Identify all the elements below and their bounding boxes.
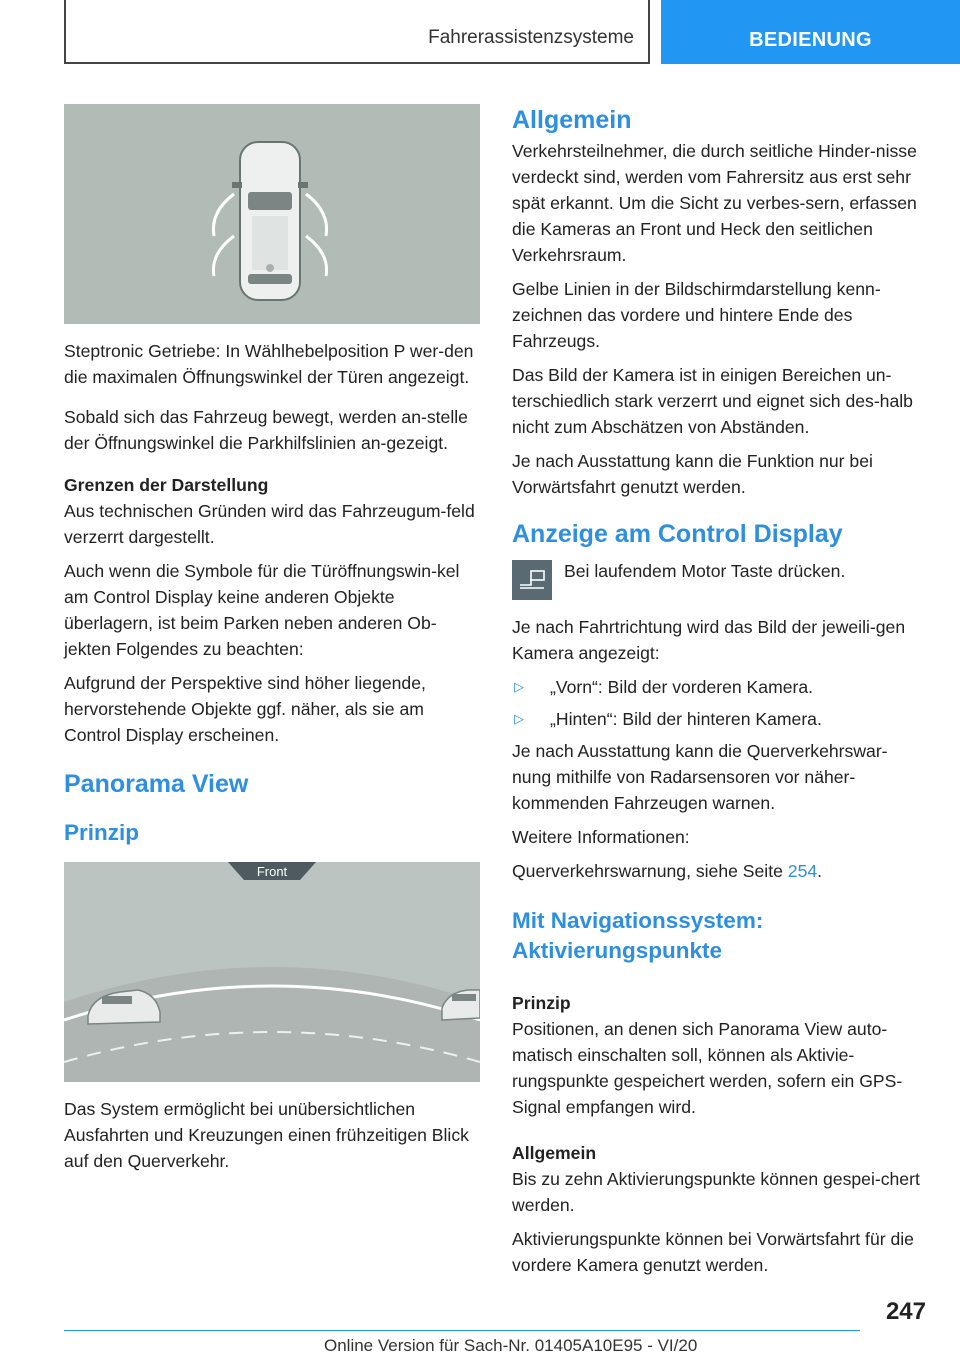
header-chapter-title: BEDIENUNG <box>749 29 872 51</box>
bullet-rear: „Hinten“: Bild der hinteren Kamera. <box>550 709 822 729</box>
perspective-text: Aufgrund der Perspektive sind höher liegende, hervorstehende Objekte ggf. näher, als sie am Control Display erscheinen. <box>64 673 426 745</box>
bullet-front: „Vorn“: Bild der vorderen Kamera. <box>550 677 814 697</box>
page-link[interactable]: 254 <box>787 861 818 881</box>
ten-points-text: Bis zu zehn Aktivierungspunkte können gespei-chert werden. <box>512 1169 920 1215</box>
traffic-participants-text: Verkehrsteilnehmer, die durch seitliche Hinder-nisse verdeckt sind, werden vom Fahrersitz aus erst sehr spät erkannt. Um die Sicht zu verbes-sern, erfassen die Kameras an Front und Heck den seitlichen Verkehrsraum. <box>512 141 917 265</box>
yellow-lines-text: Gelbe Linien in der Bildschirmdarstellung kenn-zeichnen das vordere und hintere Ende des Fahrzeugs. <box>512 279 881 351</box>
header-chapter-tab <box>661 0 960 64</box>
list-item <box>512 674 924 700</box>
panorama-view-heading: Panorama View <box>64 770 249 798</box>
forward-camera-text: Aktivierungspunkte können bei Vorwärtsfahrt für die vordere Kamera genutzt werden. <box>512 1229 914 1275</box>
system-description: Das System ermöglicht bei unübersichtlichen Ausfahrten und Kreuzungen einen frühzeitigen Blick auf den Querverkehr. <box>64 1099 469 1171</box>
distortion-text: Aus technischen Gründen wird das Fahrzeugum-feld verzerrt dargestellt. <box>64 501 475 547</box>
forward-only-text: Je nach Ausstattung kann die Funktion nur bei Vorwärtsfahrt genutzt werden. <box>512 451 873 497</box>
button-instruction <box>512 558 924 600</box>
triangle-right-icon: ▷ <box>514 711 524 726</box>
direction-text: Je nach Fahrtrichtung wird das Bild der jeweili-gen Kamera angezeigt: <box>512 617 906 663</box>
left-column <box>64 104 480 1182</box>
cross-traffic-text: Je nach Ausstattung kann die Querverkehrswar-nung mithilfe von Radarsensoren vor näher-kommenden Fahrzeugen warnen. <box>512 741 888 813</box>
limits-heading: Grenzen der Darstellung <box>64 475 269 495</box>
list-item <box>512 706 924 732</box>
cross-reference: Querverkehrswarnung, siehe Seite 254. <box>512 861 823 881</box>
car-top-view-icon <box>64 104 480 324</box>
camera-button-icon <box>512 560 552 600</box>
intersection-view-icon <box>64 862 480 1082</box>
principle-subheading: Prinzip <box>512 993 571 1013</box>
symbols-text: Auch wenn die Symbole für die Türöffnungswin-kel am Control Display keine anderen Objekte überlagern, ist beim Parken neben anderen Ob-jekten Folgendes zu beachten: <box>64 561 460 659</box>
general-heading: Allgemein <box>512 106 632 134</box>
navigation-heading-line1: Mit Navigationssystem: <box>512 908 764 933</box>
moving-text: Sobald sich das Fahrzeug bewegt, werden an-stelle der Öffnungswinkel die Parkhilfslinien an-gezeigt. <box>64 407 468 453</box>
door-angle-illustration <box>64 104 480 324</box>
front-label: Front <box>256 864 288 879</box>
footer-text: Online Version für Sach-Nr. 01405A10E95 - VI/20 <box>324 1336 698 1355</box>
header-section-tab <box>64 0 650 64</box>
general-subheading: Allgemein <box>512 1143 597 1163</box>
press-button-text: Bei laufendem Motor Taste drücken. <box>564 561 846 581</box>
principle-heading: Prinzip <box>64 820 140 845</box>
door-angle-text: Steptronic Getriebe: In Wählhebelposition P wer-den die maximalen Öffnungswinkel der Türen angezeigt. <box>64 341 474 387</box>
header-section-title: Fahrerassistenzsysteme <box>428 27 634 48</box>
right-column <box>512 104 924 1286</box>
camera-distortion-text: Das Bild der Kamera ist in einigen Bereichen un-terschiedlich stark verzerrt und eignet sich des-halb nicht zum Abschätzen von Abständen. <box>512 365 913 437</box>
footer-divider <box>64 1330 860 1331</box>
more-info-text: Weitere Informationen: <box>512 827 690 847</box>
navigation-heading-line2: Aktivierungspunkte <box>512 938 723 963</box>
panorama-illustration <box>64 862 480 1082</box>
page-number: 247 <box>885 1298 926 1325</box>
control-display-heading: Anzeige am Control Display <box>512 520 843 548</box>
triangle-right-icon: ▷ <box>514 679 524 694</box>
activation-points-text: Positionen, an denen sich Panorama View auto-matisch einschalten soll, können als Aktivie-rungspunkte gespeichert werden, sofern ein GPS-Signal empfangen wird. <box>512 1019 903 1117</box>
